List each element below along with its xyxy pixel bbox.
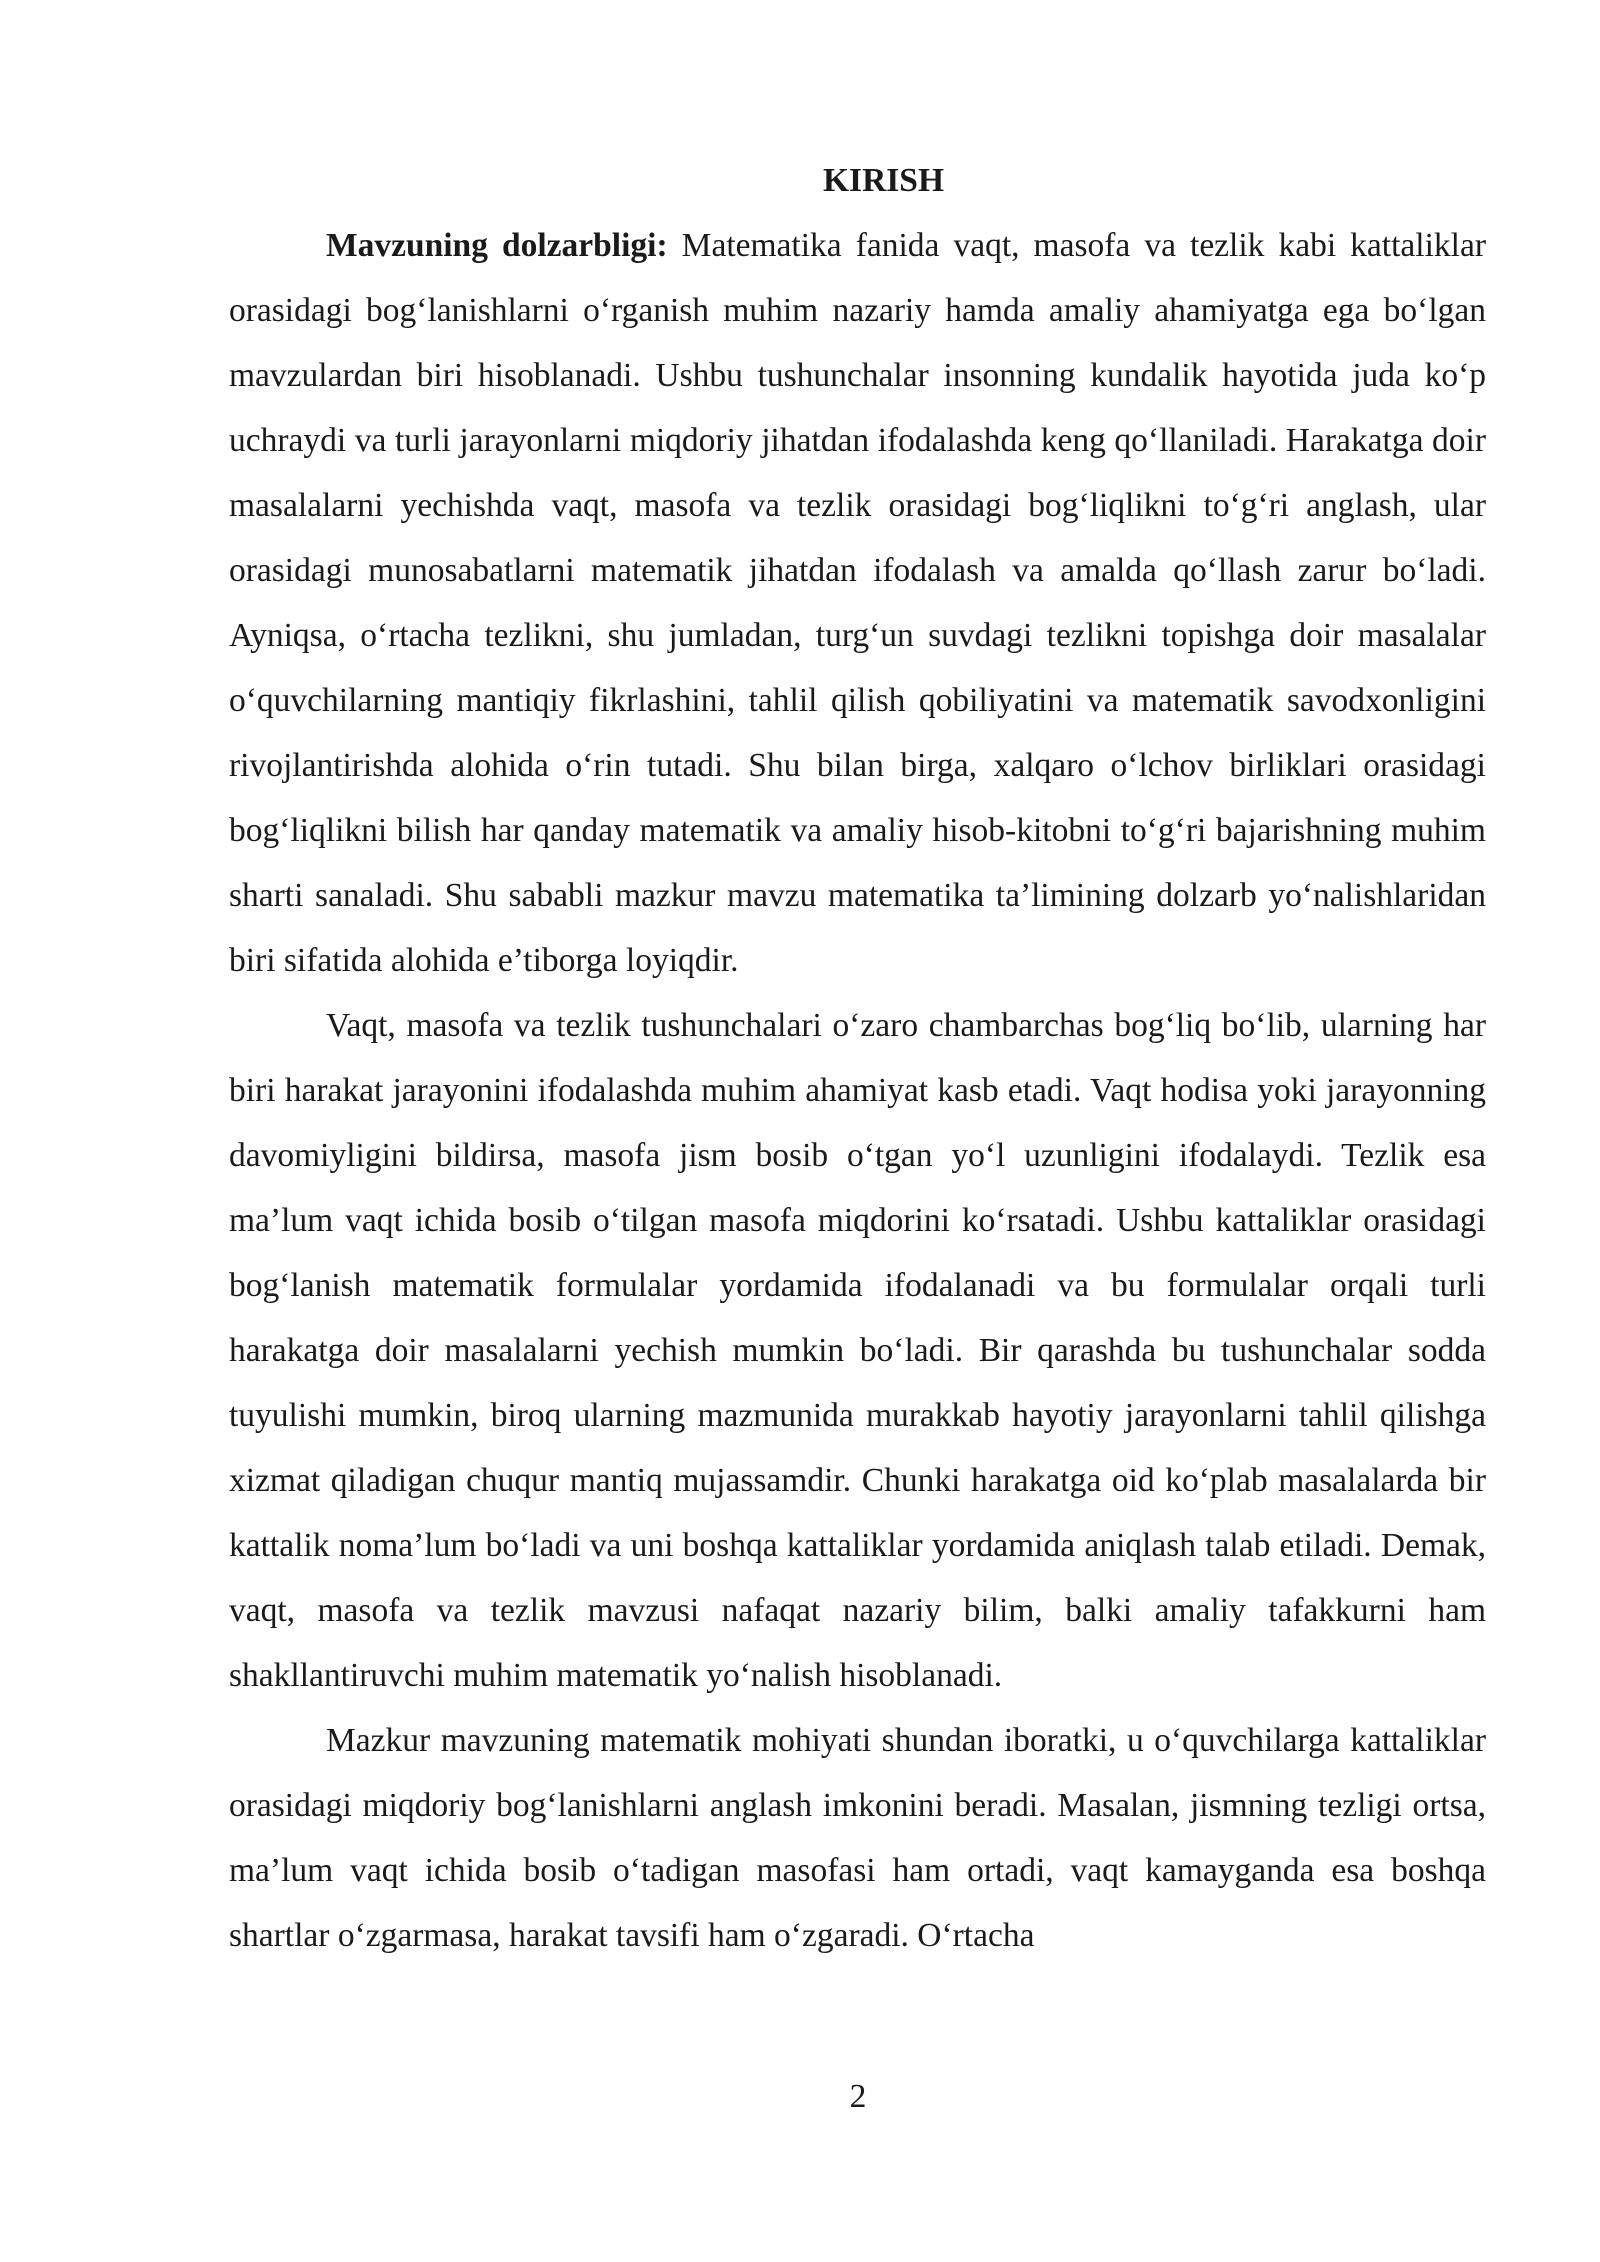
paragraph-essence <box>229 1708 1486 1968</box>
page-content <box>229 148 1486 1968</box>
paragraph-concepts <box>229 993 1486 1708</box>
page-number: 2 <box>849 2078 867 2115</box>
paragraph-text: Mazkur mavzuning matematik mohiyati shundan iboratki, u o‘quvchilarga kattaliklar orasidagi miqdoriy bog‘lanishlarni anglash imkonini beradi. Masalan, jismning tezligi ortsa, ma’lum vaqt ichida bosib o‘tadigan masofasi ham ortadi, vaqt kamayganda esa boshqa shartlar o‘zgarmasa, harakat tavsifi ham o‘zgaradi. O‘rtacha <box>229 1722 1486 1954</box>
paragraph-text: Vaqt, masofa va tezlik tushunchalari o‘zaro chambarchas bog‘liq bo‘lib, ularning har biri harakat jarayonini ifodalashda muhim ahamiyat kasb etadi. Vaqt hodisa yoki jarayonning davomiyligini bildirsa, masofa jism bosib o‘tgan yo‘l uzunligini ifodalaydi. Tezlik esa ma’lum vaqt ichida bosib o‘tilgan masofa miqdorini ko‘rsatadi. Ushbu kattaliklar orasidagi bog‘lanish matematik formulalar yordamida ifodalanadi va bu formulalar orqali turli harakatga doir masalalarni yechish mumkin bo‘ladi. Bir qarashda bu tushunchalar sodda tuyulishi mumkin, biroq ularning mazmunida murakkab hayotiy jarayonlarni tahlil qilishga xizmat qiladigan chuqur mantiq mujassamdir. Chunki harakatga oid ko‘plab masalalarda bir kattalik noma’lum bo‘ladi va uni boshqa kattaliklar yordamida aniqlash talab etiladi. Demak, vaqt, masofa va tezlik mavzusi nafaqat nazariy bilim, balki amaliy tafakkurni ham shakllantiruvchi muhim matematik yo‘nalish hisoblanadi. <box>229 1007 1486 1694</box>
page-title: KIRISH <box>822 162 944 199</box>
paragraph-relevance <box>229 213 1486 993</box>
paragraph-text: Matematika fanida vaqt, masofa va tezlik kabi kattaliklar orasidagi bog‘lanishlarni o‘rganish muhim nazariy hamda amaliy ahamiyatga ega bo‘lgan mavzulardan biri hisoblanadi. Ushbu tushunchalar insonning kundalik hayotida juda ko‘p uchraydi va turli jarayonlarni miqdoriy jihatdan ifodalashda keng qo‘llaniladi. Harakatga doir masalalarni yechishda vaqt, masofa va tezlik orasidagi bog‘liqlikni to‘g‘ri anglash, ular orasidagi munosabatlarni matematik jihatdan ifodalash va amalda qo‘llash zarur bo‘ladi. Ayniqsa, o‘rtacha tezlikni, shu jumladan, turg‘un suvdagi tezlikni topishga doir masalalar o‘quvchilarning mantiqiy fikrlashini, tahlil qilish qobiliyatini va matematik savodxonligini rivojlantirishda alohida o‘rin tutadi. Shu bilan birga, xalqaro o‘lchov birliklari orasidagi bog‘liqlikni bilish har qanday matematik va amaliy hisob-kitobni to‘g‘ri bajarishning muhim sharti sanaladi. Shu sababli mazkur mavzu matematika ta’limining dolzarb yo‘nalishlaridan biri sifatida alohida e’tiborga loyiqdir. <box>229 227 1486 979</box>
paragraph-lead: Mavzuning dolzarbligi: <box>326 227 668 264</box>
